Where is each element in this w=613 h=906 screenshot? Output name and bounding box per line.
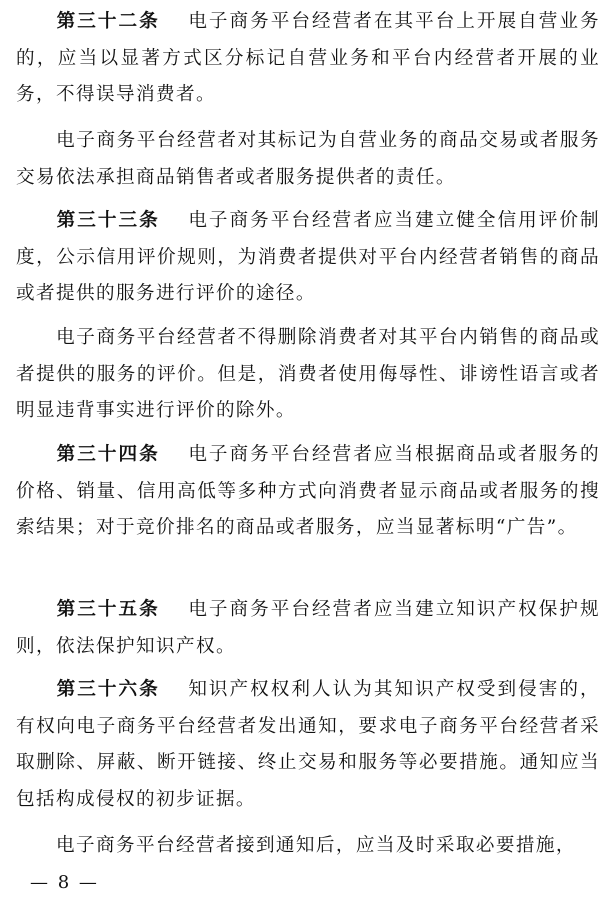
article-body: 电子商务平台经营者应当根据商品或者服务的价格、销量、信用高低等多种方式向消费者显示商品或者服务的搜索结果；对于竞价排名的商品或者服务，应当显著标明“广告”。 xyxy=(16,444,600,538)
paragraph-article-33 xyxy=(16,203,600,313)
paragraph-body: 电子商务平台经营者不得删除消费者对其平台内销售的商品或者提供的服务的评价。但是，消费者使用侮辱性、诽谤性语言或者明显违背事实进行评价的除外。 xyxy=(16,327,600,421)
paragraph-text xyxy=(16,123,600,196)
article-body: 电子商务平台经营者应当建立健全信用评价制度，公示信用评价规则，为消费者提供对平台内经营者销售的商品或者提供的服务进行评价的途径。 xyxy=(16,210,600,304)
paragraph-article-35 xyxy=(16,592,600,665)
article-heading: 第三十三条 xyxy=(56,210,160,231)
paragraph-article-36 xyxy=(16,672,600,818)
article-body: 电子商务平台经营者应当建立知识产权保护规则，依法保护知识产权。 xyxy=(16,599,600,657)
paragraph-body: 电子商务平台经营者对其标记为自营业务的商品交易或者服务交易依法承担商品销售者或者服务提供者的责任。 xyxy=(16,130,600,188)
paragraph-article-32 xyxy=(16,4,600,114)
article-body: 知识产权权利人认为其知识产权受到侵害的，有权向电子商务平台经营者发出通知，要求电子商务平台经营者采取删除、屏蔽、断开链接、终止交易和服务等必要措施。通知应当包括构成侵权的初步证据。 xyxy=(16,679,600,810)
paragraph-article-34 xyxy=(16,437,600,547)
article-body: 电子商务平台经营者在其平台上开展自营业务的，应当以显著方式区分标记自营业务和平台内经营者开展的业务，不得误导消费者。 xyxy=(16,11,600,105)
page-number: — 8 — xyxy=(30,872,99,893)
article-heading: 第三十四条 xyxy=(56,444,160,465)
article-heading: 第三十五条 xyxy=(56,599,160,620)
paragraph-body: 电子商务平台经营者接到通知后，应当及时采取必要措施， xyxy=(56,835,576,856)
article-heading: 第三十六条 xyxy=(56,679,160,700)
paragraph-text xyxy=(16,320,600,430)
article-heading: 第三十二条 xyxy=(56,11,160,32)
paragraph-text xyxy=(16,828,600,865)
